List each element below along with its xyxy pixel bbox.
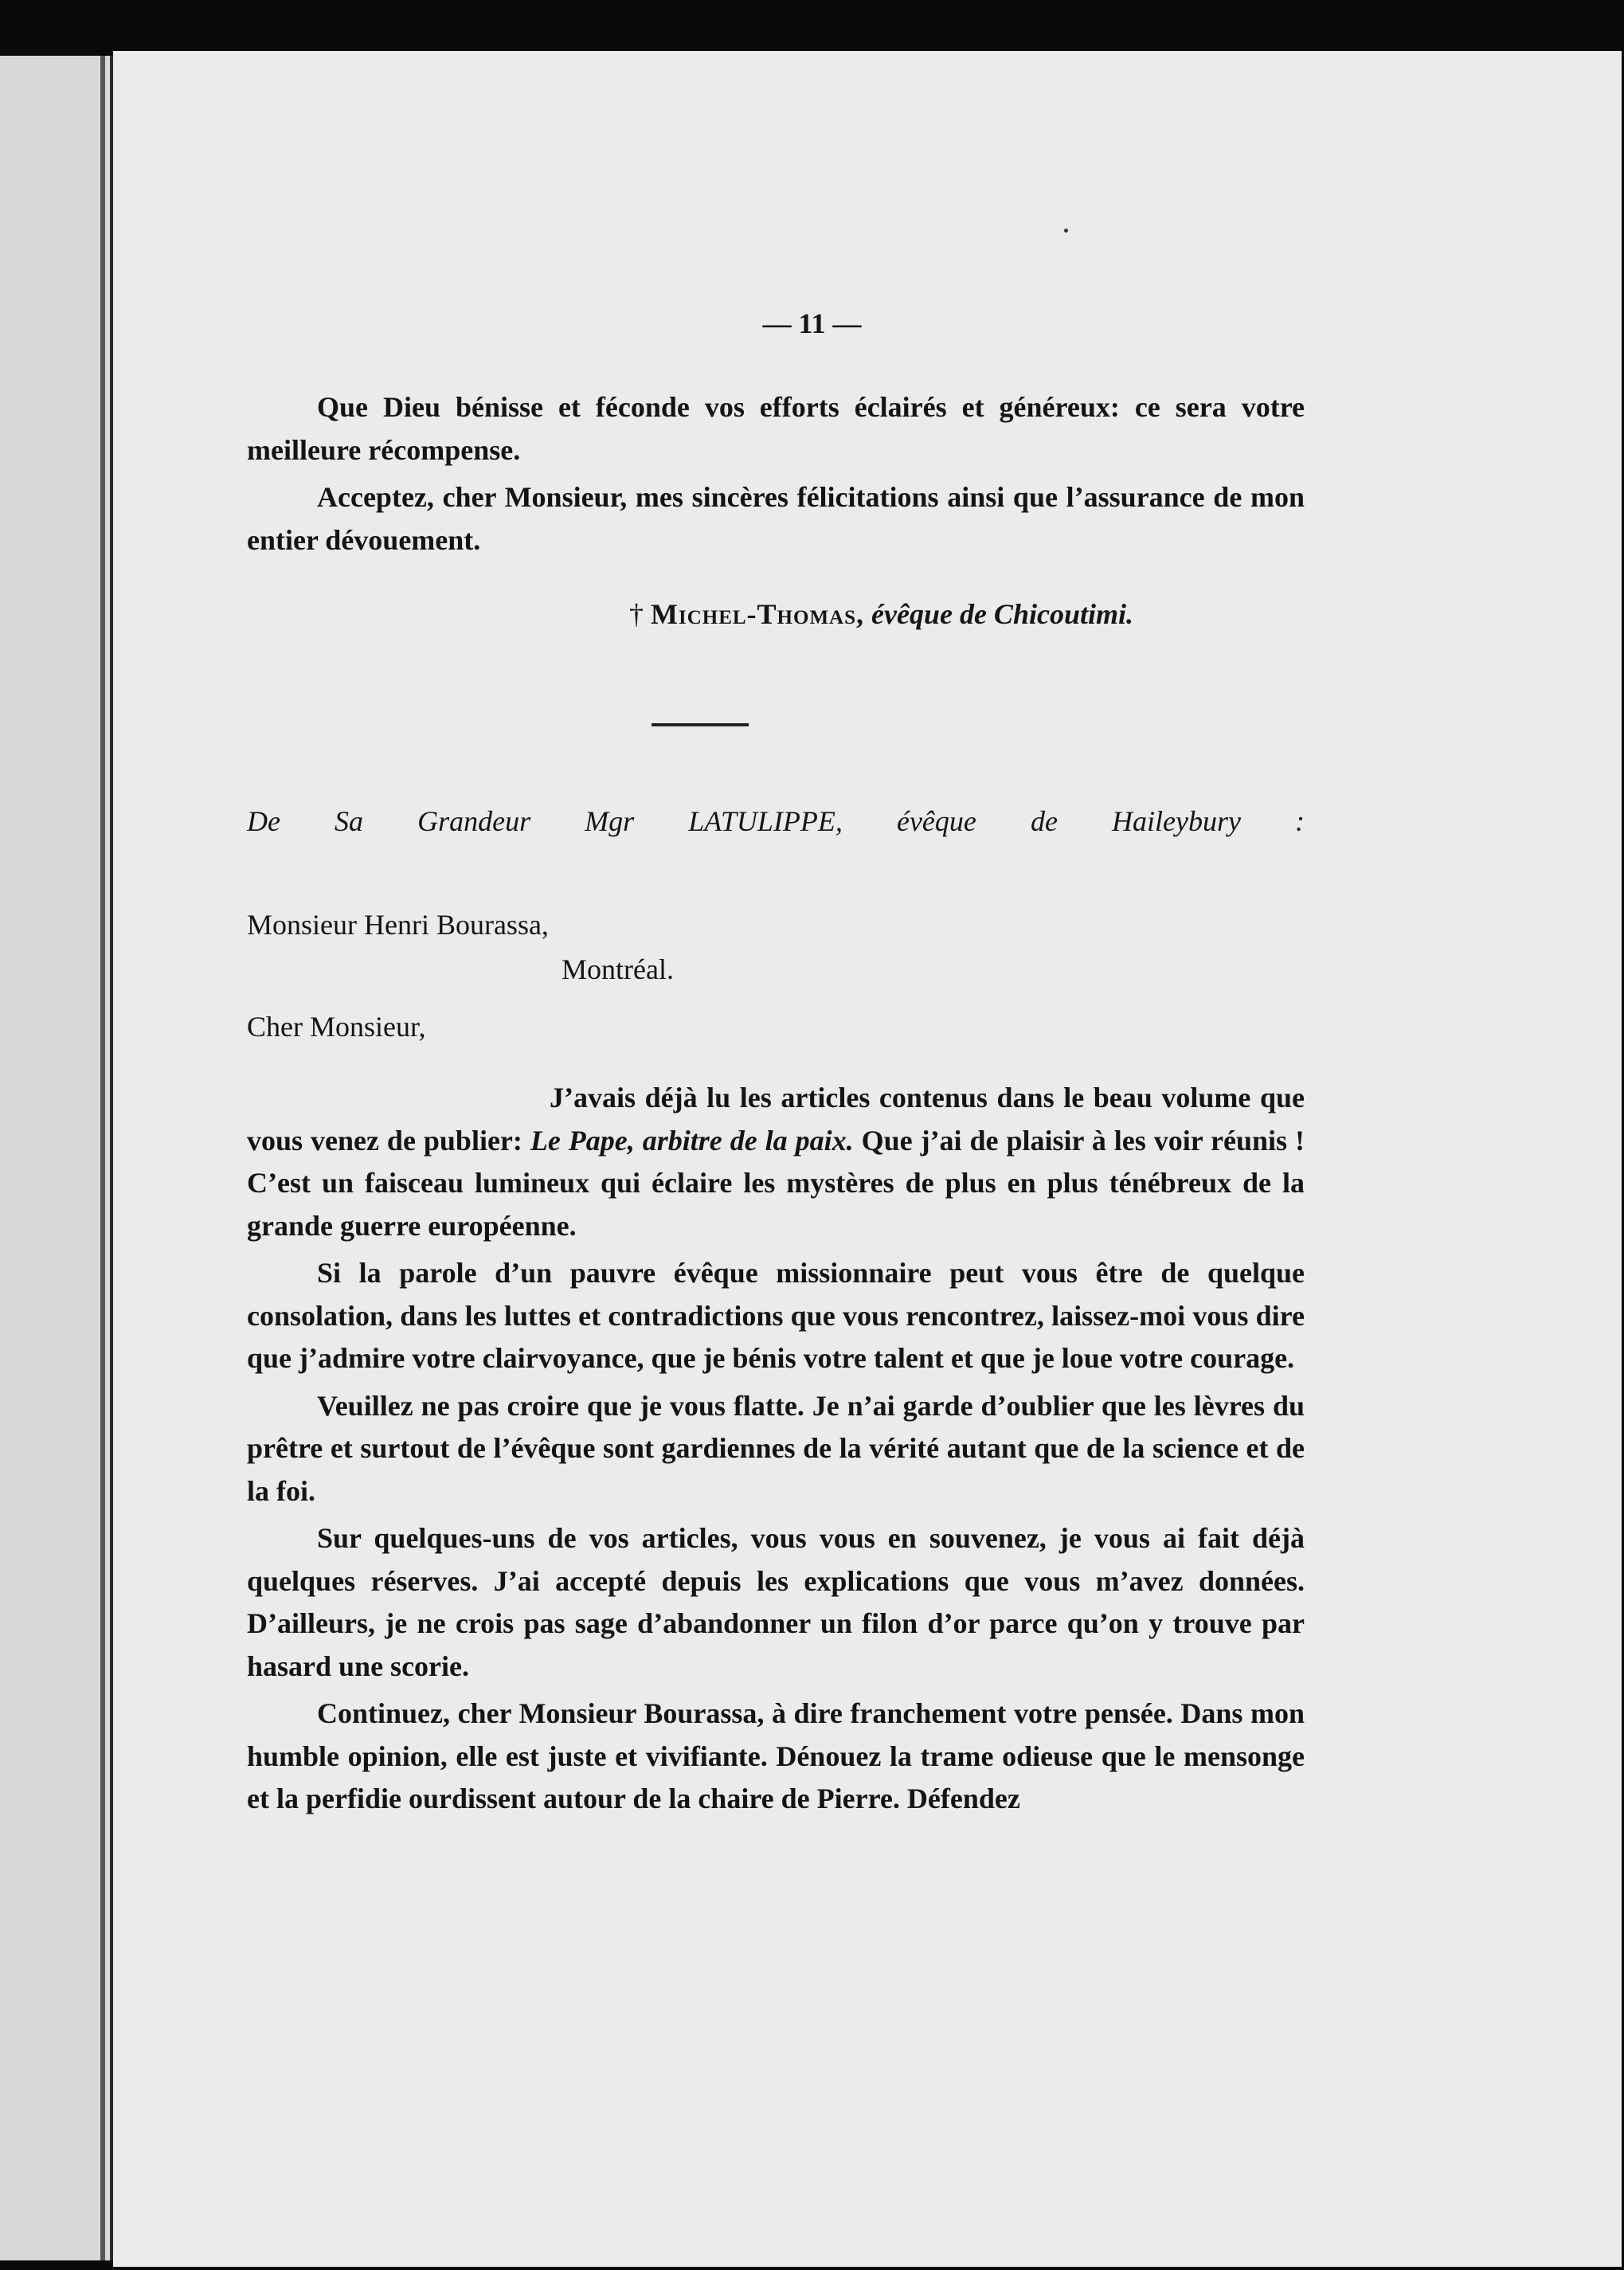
closing-paragraph-1: Que Dieu bénisse et féconde vos efforts éclairés et généreux: ce sera votre meilleure récompense.: [247, 391, 1305, 466]
paragraph-text: Que j’ai de plaisir à les voir réunis ! C’est un faisceau lumineux qui éclaire les mystères de plus en plus ténébreux de la grande guerre européenne.: [247, 1124, 1305, 1242]
signature: [629, 597, 1133, 631]
signatory-title: évêque de Chicoutimi.: [871, 598, 1133, 630]
letter-paragraph-4: Sur quelques-uns de vos articles, vous vous en souvenez, je vous ai fait déjà quelques réserves. J’ai accepté depuis les explications que vous m’avez données. D’ailleurs, je ne crois pas sage d’abandonner un filon d’or parce qu’on y trouve par hasard une scorie.: [247, 1522, 1305, 1682]
section-divider: [652, 723, 749, 726]
letter-body: [247, 1077, 1305, 1821]
letter-paragraph-5: Continuez, cher Monsieur Bourassa, à dire franchement votre pensée. Dans mon humble opinion, elle est juste et vivifiante. Dénouez la trame odieuse que le mensonge et la perfidie ourdissent autour de la chaire de Pierre. Défendez: [247, 1697, 1305, 1814]
letter-paragraph-2: Si la parole d’un pauvre évêque missionnaire peut vous être de quelque consolation, dans les luttes et contradictions que vous rencontrez, laissez-moi vous dire que j’admire votre clairvoyance, que je bénis votre talent et que je loue votre courage.: [247, 1257, 1305, 1374]
book-title: Le Pape, arbitre de la paix.: [530, 1124, 854, 1157]
speck: [1064, 229, 1068, 233]
cross-mark: †: [629, 598, 644, 630]
closing-paragraph-2: Acceptez, cher Monsieur, mes sincères félicitations ainsi que l’assurance de mon entier dévouement.: [247, 481, 1305, 556]
signatory-name: Michel-Thomas,: [651, 598, 865, 630]
page-number: — 11 —: [762, 307, 862, 339]
addressee: Monsieur Henri Bourassa,: [247, 909, 549, 941]
facing-page-edge: [0, 56, 113, 2260]
addressee-city: Montréal.: [562, 953, 674, 985]
letter-paragraph-1: [247, 1077, 1305, 1247]
salutation: Cher Monsieur,: [247, 1011, 426, 1043]
book-gutter: [100, 56, 105, 2260]
letter-paragraph-3: Veuillez ne pas croire que je vous flatte. Je n’ai garde d’oublier que les lèvres du prêtre et surtout de l’évêque sont gardiennes de la vérité autant que de la science et de la foi.: [247, 1389, 1305, 1507]
paragraph-text: J’avais déjà lu les articles contenus dans le beau volume que vous venez de publier:: [247, 1082, 1305, 1157]
closing-block: [247, 386, 1305, 562]
letter-heading: De Sa Grandeur Mgr LATULIPPE, évêque de Haileybury :: [247, 805, 1305, 837]
